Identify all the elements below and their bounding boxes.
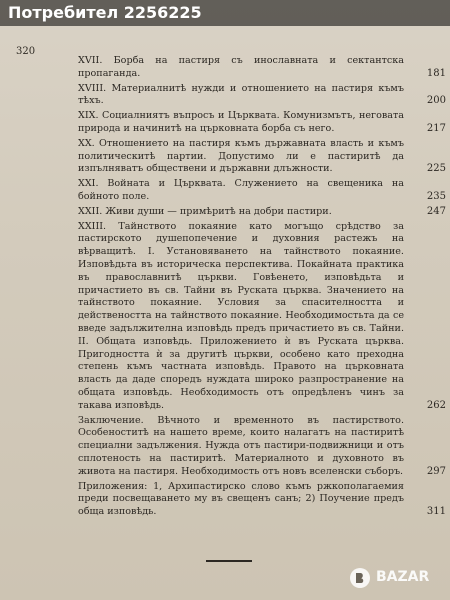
toc-entry [78,110,446,136]
toc-entry-page: 200 [426,95,446,107]
toc-entry-page: 217 [426,122,446,134]
toc-entry-text: XIX. Социалниятъ въпросъ и Църквата. Комунизмътъ, неговата природа и начинитѣ на църковната борба съ него. [78,110,404,134]
page-number: 320 [16,46,36,57]
toc-entry-text: Приложения: 1, Архипастирско слово къмъ ржкополагаемия преди посвещаването му въ свещенъ санъ; 2) Поучение предъ обща изповѣдь. [78,480,404,518]
toc-entry-text: XVIII. Материалнитѣ нужди и отношението на пастиря къмъ тѣхъ. [78,82,404,107]
toc-entry [78,137,446,176]
toc-entry-page: 297 [426,465,446,477]
toc-entry-text: Заключение. Вѣчното и временното въ пастирството. Особеноститѣ на нашето време, които налагатъ на пастиритѣ специални задължения. Нужда отъ пастири-подвижници и отъ сплотеность на пастиритѣ. Материалното и духовното въ живота на пастиря. Необходимость отъ новъ вселенски съборъ. [78,414,404,477]
toc-entry-page: 311 [426,506,446,518]
bazar-logo [348,566,440,590]
bazar-logo-text: BAZAR [376,569,430,585]
toc-entry-page: 235 [426,190,446,202]
toc-entry [78,82,446,109]
toc-entry [78,55,446,81]
toc-entry [78,205,446,219]
toc-entry [78,414,446,479]
toc-entry [78,178,446,204]
table-of-contents [78,55,446,521]
toc-entry-text: XVII. Борба на пастиря съ инославната и сектантска пропаганда. [78,55,404,79]
toc-entry-page: 262 [426,399,446,411]
user-watermark: Потребител 2256225 [0,0,450,26]
toc-entry-page: 181 [426,67,446,79]
toc-entry-text: XXII. Живи души — примѣритѣ на добри пастири. [78,205,332,217]
end-rule [206,560,252,562]
toc-entry-page: 225 [426,163,446,175]
toc-entry-text: XXI. Войната и Църквата. Служението на свещеника на бойното поле. [78,178,404,202]
bazar-logo-icon [348,566,372,590]
toc-entry-text: XX. Отношението на пастиря къмъ държавната власть и къмъ политическитѣ партии. Допустимо ли е пастиритѣ да изпълняватъ обществени и държавни длъжности. [78,137,404,175]
toc-entry-text: XXIII. Тайнството покаяние като могъщо срѣдство за пастирското душепопечение и духовния растежъ на вѣрващитѣ. I. Установяването на тайнството покаяние. Изповѣдьта въ историческа перспектива. Покайната практика въ православнитѣ църкви. Говѣенето, изповѣдьта и причастието въ св. Тайни въ Руската църква. Значението на тайнството покаяние. Условия за спасителността и действеността на тайнството покаяние. Необходимостьта да се введе задължителна изповѣдь предъ причастието въ св. Тайни. II. Общата изповѣдь. Приложението ѝ въ Руската църква. Пригодността ѝ за другитѣ църкви, особено като преходна степень къмъ частната изповѣдь. Правото на църковната власть да даде споредъ нуждата широко разпространение на общата изповѣдь. Необходимость отъ опредѣленъ чинъ за такава изповѣдь. [78,220,404,411]
toc-entry-page: 247 [426,205,446,217]
toc-entry [78,480,446,519]
toc-entry [78,220,446,413]
